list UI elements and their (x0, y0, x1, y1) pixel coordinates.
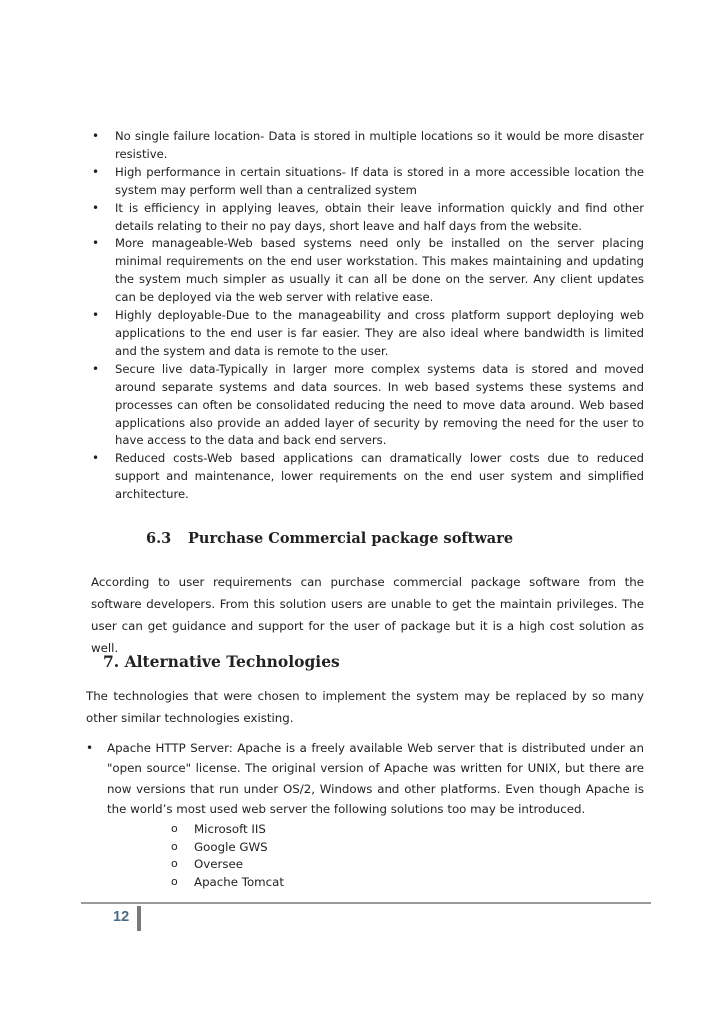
circle-bullet-icon: o (171, 822, 178, 835)
list-item: • High performance in certain situations- If data is stored in a more accessible location the system may perform well than a centralized system (92, 164, 644, 197)
list-item: o Microsoft IIS (171, 822, 266, 836)
page-number-bar (137, 906, 141, 931)
list-item: o Google GWS (171, 839, 268, 854)
circle-bullet-icon: o (171, 839, 178, 853)
bullet-icon: • (86, 741, 94, 755)
bullet-icon: • (92, 200, 100, 215)
alternative-servers-list (171, 821, 284, 891)
bullet-icon: • (92, 129, 100, 143)
advantages-list (86, 128, 644, 504)
page-number: 12 (113, 909, 130, 925)
circle-bullet-icon: o (171, 857, 178, 870)
list-item: • More manageable-Web based systems need only be installed on the server placing minimal requirements on the end user workstation. This makes maintaining and updating the system much simpler as usually it can all be done on the server. Any client updates can be deployed via the web server with relative ease. (92, 236, 644, 305)
technology-list (86, 738, 644, 819)
bullet-icon: • (92, 164, 100, 179)
section-7-heading: 7. Alternative Technologies (103, 652, 340, 671)
bullet-icon: • (92, 451, 100, 466)
circle-bullet-icon: o (171, 874, 178, 888)
section-7-intro: The technologies that were chosen to implement the system may be replaced by so many other similar technologies existing. (86, 689, 644, 725)
section-6-3-paragraph: According to user requirements can purchase commercial package software from the software developers. From this solution users are unable to get the maintain privileges. The user can get guidance and support for the user of package but it is a high cost solution as well. (91, 575, 644, 655)
list-item: • Highly deployable-Due to the manageability and cross platform support deploying web applications to the end user is far easier. They are also ideal where bandwidth is limited and the system and data is remote to the user. (92, 308, 644, 358)
section-number: 6.3 (146, 530, 172, 547)
bullet-icon: • (92, 308, 100, 323)
list-item: • Secure live data-Typically in larger more complex systems data is stored and moved around separate systems and data sources. In web based systems these systems and processes can often be consolidated reducing the need to move data around. Web based applications also provide an added layer of security by removing the need for the user to have access to the data and back end servers. (92, 361, 644, 448)
list-item: • Apache HTTP Server: Apache is a freely available Web server that is distributed under an "open source" license. The original version of Apache was written for UNIX, but there are now versions that run under OS/2, Windows and other platforms. Even though Apache is the world’s most used web server the following solutions too may be introduced. (86, 738, 644, 819)
bullet-icon: • (92, 361, 100, 376)
bullet-icon: • (92, 236, 100, 251)
list-item: o Apache Tomcat (171, 874, 285, 889)
list-item: • No single failure location- Data is stored in multiple locations so it would be more disaster resistive. (92, 129, 644, 161)
footer-divider (81, 902, 651, 904)
section-6-3-heading (146, 530, 513, 547)
list-item: o Oversee (171, 857, 244, 871)
list-item: • It is efficiency in applying leaves, obtain their leave information quickly and find other details relating to their no pay days, short leave and half days from the website. (92, 200, 644, 233)
section-title: Purchase Commercial package software (188, 530, 514, 547)
list-item: • Reduced costs-Web based applications can dramatically lower costs due to reduced support and maintenance, lower requirements on the end user system and simplified architecture. (92, 451, 644, 502)
